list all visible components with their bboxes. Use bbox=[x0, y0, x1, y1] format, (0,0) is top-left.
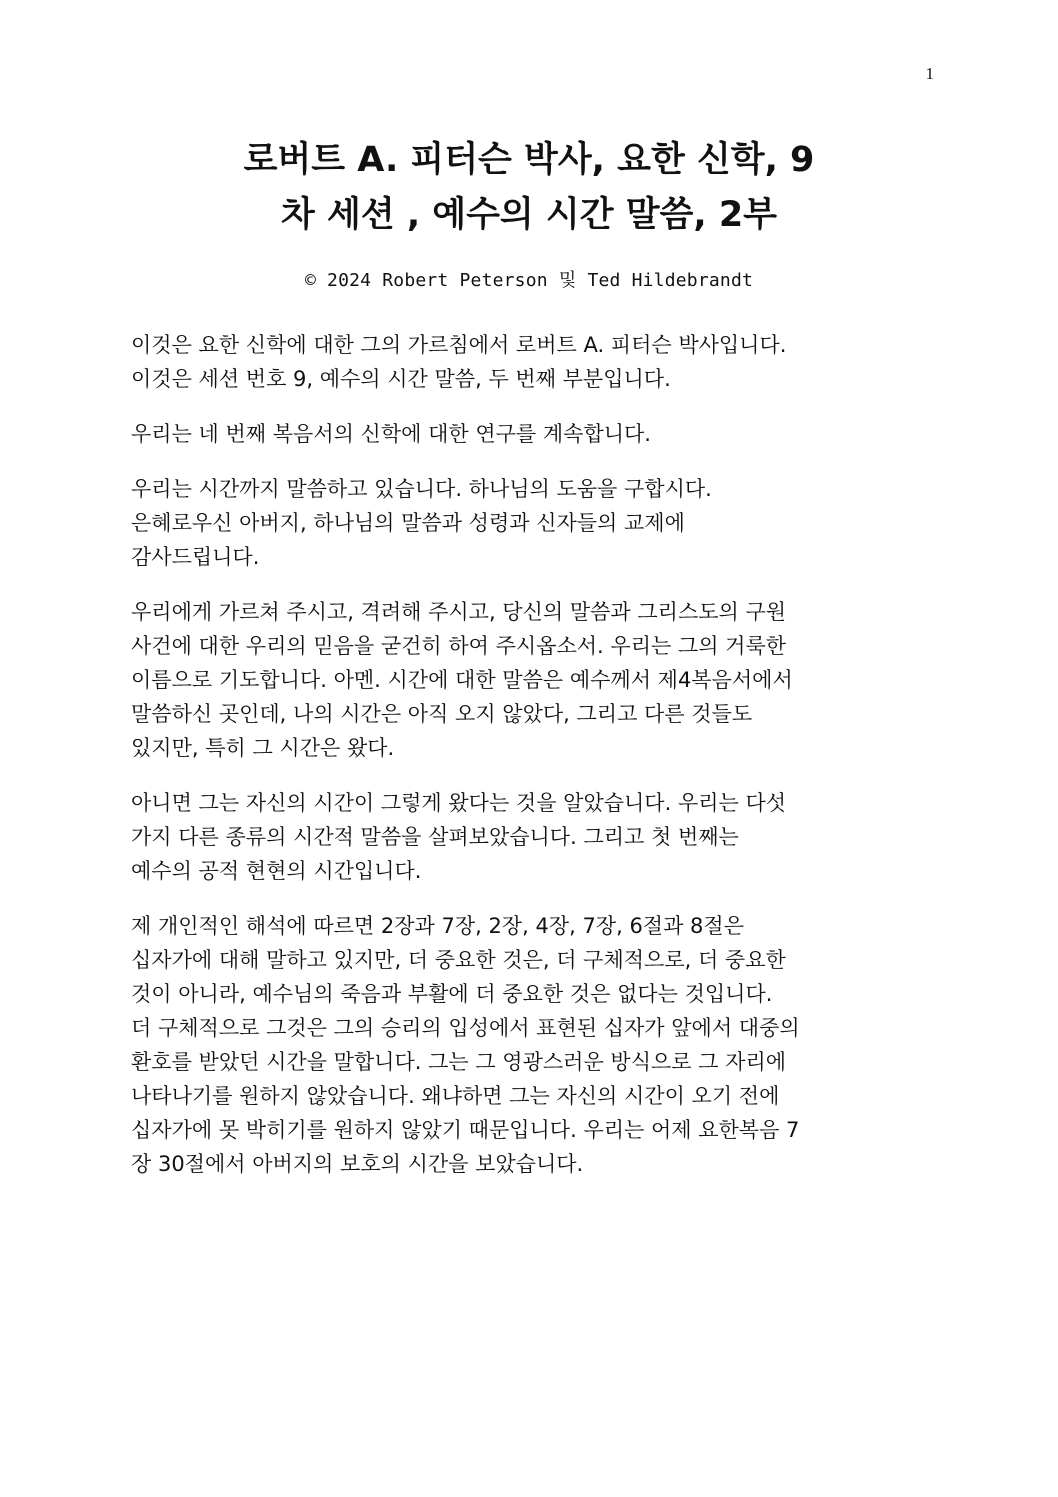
paragraph bbox=[131, 472, 931, 574]
page-number: 1 bbox=[925, 64, 934, 83]
text-line: 은혜로우신 아버지, 하나님의 말씀과 성령과 신자들의 교제에 bbox=[131, 511, 685, 535]
paragraph bbox=[131, 909, 931, 1181]
text-line: 장 30절에서 아버지의 보호의 시간을 보았습니다. bbox=[131, 1152, 584, 1176]
text-line: 우리에게 가르쳐 주시고, 격려해 주시고, 당신의 말씀과 그리스도의 구원 bbox=[131, 600, 787, 624]
document-body bbox=[131, 328, 931, 1202]
text-line: 이것은 세션 번호 9, 예수의 시간 말씀, 두 번째 부분입니다. bbox=[131, 367, 671, 391]
text-line: 제 개인적인 해석에 따르면 2장과 7장, 2장, 4장, 7장, 6절과 8절은 bbox=[131, 914, 744, 938]
text-line: 감사드립니다. bbox=[131, 545, 260, 569]
text-line: 이것은 요한 신학에 대한 그의 가르침에서 로버트 A. 피터슨 박사입니다. bbox=[131, 333, 787, 357]
text-line: 십자가에 대해 말하고 있지만, 더 중요한 것은, 더 구체적으로, 더 중요한 bbox=[131, 948, 786, 972]
text-line: 사건에 대한 우리의 믿음을 굳건히 하여 주시옵소서. 우리는 그의 거룩한 bbox=[131, 634, 787, 658]
text-line: 말씀하신 곳인데, 나의 시간은 아직 오지 않았다, 그리고 다른 것들도 bbox=[131, 702, 753, 726]
paragraph bbox=[131, 786, 931, 888]
title-line-1: 로버트 A. 피터슨 박사, 요한 신학, 9 bbox=[243, 140, 815, 180]
paragraph bbox=[131, 328, 931, 396]
text-line: 가지 다른 종류의 시간적 말씀을 살펴보았습니다. 그리고 첫 번째는 bbox=[131, 825, 739, 849]
text-line: 더 구체적으로 그것은 그의 승리의 입성에서 표현된 십자가 앞에서 대중의 bbox=[131, 1016, 800, 1040]
text-line: 나타나기를 원하지 않았습니다. 왜냐하면 그는 자신의 시간이 오기 전에 bbox=[131, 1084, 780, 1108]
text-line: 예수의 공적 현현의 시간입니다. bbox=[131, 859, 422, 883]
copyright-notice: © 2024 Robert Peterson 및 Ted Hildebrandt bbox=[304, 270, 754, 291]
text-line: 십자가에 못 박히기를 원하지 않았기 때문입니다. 우리는 어제 요한복음 7 bbox=[131, 1118, 800, 1142]
text-line: 이름으로 기도합니다. 아멘. 시간에 대한 말씀은 예수께서 제4복음서에서 bbox=[131, 668, 793, 692]
text-line: 환호를 받았던 시간을 말합니다. 그는 그 영광스러운 방식으로 그 자리에 bbox=[131, 1050, 787, 1074]
paragraph bbox=[131, 595, 931, 765]
text-line: 있지만, 특히 그 시간은 왔다. bbox=[131, 736, 395, 760]
paragraph bbox=[131, 417, 931, 451]
text-line: 것이 아니라, 예수님의 죽음과 부활에 더 중요한 것은 없다는 것입니다. bbox=[131, 982, 773, 1006]
title-line-2: 차 세션 , 예수의 시간 말씀, 2부 bbox=[281, 195, 777, 235]
text-line: 우리는 네 번째 복음서의 신학에 대한 연구를 계속합니다. bbox=[131, 422, 651, 446]
text-line: 아니면 그는 자신의 시간이 그렇게 왔다는 것을 알았습니다. 우리는 다섯 bbox=[131, 791, 787, 815]
document-title bbox=[120, 133, 938, 243]
text-line: 우리는 시간까지 말씀하고 있습니다. 하나님의 도움을 구합시다. bbox=[131, 477, 712, 501]
